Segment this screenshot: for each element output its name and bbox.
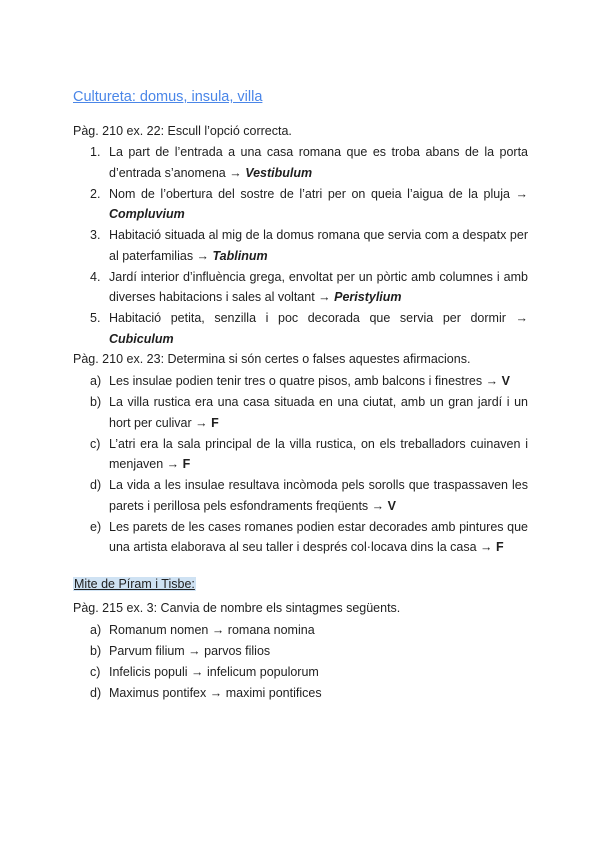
item-answer: Cubiculum xyxy=(109,331,174,346)
list-item xyxy=(90,184,528,225)
item-answer: F xyxy=(182,457,191,471)
list-marker: c) xyxy=(90,436,101,451)
item-answer: F xyxy=(496,540,504,554)
list-marker: 2. xyxy=(90,186,101,201)
item-text: Habitació petita, senzilla i poc decorada que servia per dormir → xyxy=(109,311,528,325)
list-item xyxy=(90,641,528,662)
list-item xyxy=(90,392,528,433)
item-answer: Peristylium xyxy=(334,290,402,304)
list-marker: 3. xyxy=(90,228,101,242)
item-text: Les parets de les cases romanes podien estar decorades amb pintures que una artista elaborava al seu taller i després col·locava dins la casa → xyxy=(109,519,528,554)
list-item xyxy=(90,434,528,475)
exercise-23-intro: Pàg. 210 ex. 23: Determina si són certes o falses aquestes afirmacions. xyxy=(73,352,471,366)
list-marker: a) xyxy=(90,623,102,637)
item-answer: F xyxy=(211,415,219,430)
item-text: Infelicis populi → infelicum populorum xyxy=(109,665,319,679)
list-marker: b) xyxy=(90,395,102,409)
list-item xyxy=(90,267,528,308)
item-answer: Tablinum xyxy=(212,248,268,263)
page-title: Cultureta: domus, insula, villa xyxy=(73,89,263,105)
item-text: La part de l’entrada a una casa romana que es troba abans de la porta d’entrada s’anomena → xyxy=(109,145,528,180)
item-text: Habitació situada al mig de la domus romana que servia com a despatx per al paterfamilias → xyxy=(109,228,528,263)
list-marker: a) xyxy=(90,374,102,388)
item-text: La villa rustica era una casa situada en una ciutat, amb un gran jardí i un hort per culivar → xyxy=(109,395,528,430)
list-item xyxy=(90,620,528,641)
list-marker: d) xyxy=(90,478,102,492)
item-text: La vida a les insulae resultava incòmoda pels sorolls que traspassaven les parets i perillosa pels esfondraments freqüents → xyxy=(109,478,528,513)
item-text: Jardí interior d’influència grega, envoltat per un pòrtic amb columnes i amb diverses habitacions i sales al voltant → xyxy=(109,269,528,304)
list-marker: 5. xyxy=(90,311,101,325)
list-item xyxy=(90,142,528,183)
item-text: Nom de l’obertura del sostre de l’atri per on queia l’aigua de la pluja → xyxy=(109,186,528,201)
exercise-22-list xyxy=(90,142,528,350)
item-answer: V xyxy=(387,498,396,513)
exercise-22-intro: Pàg. 210 ex. 22: Escull l’opció correcta. xyxy=(73,124,292,138)
list-marker: d) xyxy=(90,686,102,700)
exercise-23-list xyxy=(90,371,528,558)
list-item xyxy=(90,371,528,392)
list-item xyxy=(90,475,528,516)
list-marker: c) xyxy=(90,665,101,679)
list-item xyxy=(90,225,528,266)
list-marker: b) xyxy=(90,644,102,658)
list-marker: 4. xyxy=(90,269,101,284)
item-text: Maximus pontifex → maximi pontifices xyxy=(109,686,322,700)
list-item xyxy=(90,662,528,683)
section-subtitle: Mite de Píram i Tisbe: xyxy=(74,577,195,591)
list-item xyxy=(90,683,528,704)
list-item xyxy=(90,308,528,349)
item-text: Les insulae podien tenir tres o quatre pisos, amb balcons i finestres → xyxy=(109,374,502,388)
exercise-3-list xyxy=(90,620,528,704)
item-answer: Vestibulum xyxy=(245,165,313,180)
list-item xyxy=(90,517,528,558)
item-text: Parvum filium → parvos filios xyxy=(109,644,271,658)
list-marker: 1. xyxy=(90,145,101,159)
exercise-3-intro: Pàg. 215 ex. 3: Canvia de nombre els sintagmes següents. xyxy=(73,601,401,615)
list-marker: e) xyxy=(90,519,102,534)
item-answer: V xyxy=(501,374,510,388)
item-text: Romanum nomen → romana nomina xyxy=(109,623,315,637)
item-answer: Compluvium xyxy=(109,207,185,221)
item-text: L’atri era la sala principal de la villa rustica, on els treballadors cuinaven i menjaven → xyxy=(109,436,528,471)
